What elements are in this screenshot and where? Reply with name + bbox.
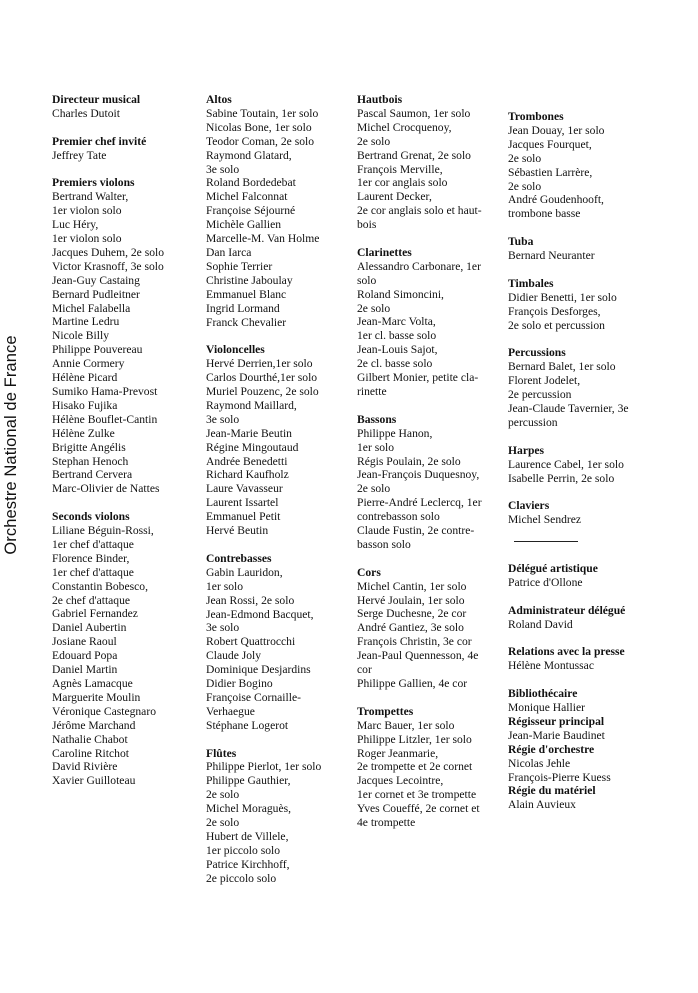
section-heading: Percussions — [508, 346, 566, 360]
staff-line: Bertrand Cervera — [52, 468, 133, 482]
staff-line: Constantin Bobesco, — [52, 579, 148, 593]
staff-line: Hisako Fujika — [52, 398, 118, 412]
staff-line: Serge Duchesne, 2e cor — [357, 607, 467, 621]
staff-line: Françoise Séjourné — [206, 204, 296, 218]
staff-section — [357, 93, 482, 232]
staff-line: Patrice d'Ollone — [508, 575, 583, 589]
staff-line: Hubert de Villele, — [206, 829, 289, 843]
staff-line: Raymond Maillard, — [206, 398, 297, 412]
staff-line: cor — [357, 663, 372, 677]
staff-line: 1er violon solo — [52, 204, 122, 218]
staff-column-1 — [52, 93, 164, 802]
section-heading: Cors — [357, 565, 381, 579]
section-heading: Délégué artistique — [508, 562, 598, 575]
staff-line: Bertrand Walter, — [52, 190, 129, 204]
staff-line: Sébastien Larrère, — [508, 165, 593, 179]
staff-section — [508, 562, 629, 590]
staff-line: Bernard Neuranter — [508, 249, 595, 263]
staff-section — [508, 645, 629, 673]
staff-line: Hélène Zulke — [52, 426, 115, 440]
staff-line: Emmanuel Blanc — [206, 287, 287, 301]
section-heading: Timbales — [508, 276, 554, 290]
staff-line: Nicole Billy — [52, 329, 109, 343]
staff-section — [508, 743, 629, 785]
staff-line: André Gantiez, 3e solo — [357, 621, 464, 635]
staff-line: 1er piccolo solo — [206, 843, 281, 857]
staff-line: 1er cor anglais solo — [357, 176, 448, 190]
staff-line: Philippe Gauthier, — [206, 774, 291, 788]
section-heading: Relations avec la presse — [508, 645, 625, 659]
staff-line: Claude Joly — [206, 649, 262, 663]
staff-line: Jean-Marc Volta, — [357, 315, 436, 329]
staff-line: 2e solo et percussion — [508, 318, 605, 332]
staff-line: 1er violon solo — [52, 232, 122, 246]
section-heading: Directeur musical — [52, 93, 141, 106]
staff-line: 2e piccolo solo — [206, 871, 277, 885]
staff-line: 2e solo — [206, 816, 240, 830]
staff-line: Daniel Aubertin — [52, 621, 127, 635]
staff-line: Isabelle Perrin, 2e solo — [508, 471, 615, 485]
staff-section — [508, 687, 629, 715]
staff-line: Roland David — [508, 617, 573, 631]
section-heading: Harpes — [508, 443, 545, 457]
staff-line: Jean-Claude Tavernier, 3e — [508, 401, 629, 415]
staff-line: Régine Mingoutaud — [206, 440, 299, 454]
section-heading: Régisseur principal — [508, 714, 605, 728]
staff-line: Charles Dutoit — [52, 106, 120, 120]
staff-line: 2e solo — [206, 788, 240, 802]
staff-line: 2e solo — [357, 482, 391, 496]
staff-line: 2e trompette et 2e cornet — [357, 760, 473, 774]
staff-line: Marguerite Moulin — [52, 690, 141, 704]
staff-line: 1er solo — [357, 440, 395, 454]
staff-line: Hélène Montussac — [508, 659, 594, 673]
staff-section — [508, 715, 629, 743]
section-heading: Trombones — [508, 110, 564, 123]
staff-line: Alain Auvieux — [508, 798, 576, 812]
staff-section — [206, 93, 321, 329]
staff-line: Sabine Toutain, 1er solo — [206, 106, 319, 120]
staff-line: Franck Chevalier — [206, 315, 287, 329]
staff-line: Laurent Issartel — [206, 496, 279, 510]
staff-line: Verhaegue — [206, 704, 255, 718]
staff-line: Jacques Fourquet, — [508, 137, 592, 151]
staff-line: Florence Binder, — [52, 551, 130, 565]
section-divider — [514, 541, 578, 542]
staff-line: Marc Bauer, 1er solo — [357, 718, 455, 732]
staff-section — [52, 93, 164, 121]
staff-line: 1er cornet et 3e trompette — [357, 788, 477, 802]
staff-line: Agnès Lamacque — [52, 677, 133, 691]
staff-line: Françoise Cornaille- — [206, 690, 301, 704]
staff-line: Laurence Cabel, 1er solo — [508, 457, 624, 471]
staff-line: Jean-François Duquesnoy, — [357, 468, 480, 482]
staff-line: Michel Moraguès, — [206, 802, 292, 816]
staff-section — [357, 413, 482, 552]
staff-line: Roger Jeanmarie, — [357, 746, 439, 760]
staff-line: Hélène Picard — [52, 371, 118, 385]
staff-line: David Rivière — [52, 760, 118, 774]
staff-section — [508, 604, 629, 632]
staff-line: Dan Iarca — [206, 245, 252, 259]
staff-line: Philippe Gallien, 4e cor — [357, 677, 468, 691]
staff-line: Michel Crocquenoy, — [357, 120, 452, 134]
staff-line: Philippe Litzler, 1er solo — [357, 732, 472, 746]
staff-line: Richard Kaufholz — [206, 468, 289, 482]
staff-line: Philippe Hanon, — [357, 426, 433, 440]
staff-section — [206, 747, 321, 886]
staff-line: Alessandro Carbonare, 1er — [357, 259, 481, 273]
staff-section — [52, 510, 164, 788]
staff-line: François Desforges, — [508, 304, 601, 318]
staff-line: Edouard Popa — [52, 649, 118, 663]
section-heading: Contrebasses — [206, 551, 272, 565]
staff-section — [206, 343, 321, 538]
staff-line: François Merville, — [357, 162, 443, 176]
staff-line: Stéphane Logerot — [206, 718, 289, 732]
staff-line: Robert Quattrocchi — [206, 635, 296, 649]
staff-line: 2e solo — [508, 151, 542, 165]
staff-line: Monique Hallier — [508, 701, 585, 715]
staff-line: Roland Bordedebat — [206, 176, 296, 190]
staff-line: Ingrid Lormand — [206, 301, 280, 315]
staff-line: Pascal Saumon, 1er solo — [357, 106, 471, 120]
staff-line: Marc-Olivier de Nattes — [52, 482, 160, 496]
staff-line: Jean Rossi, 2e solo — [206, 593, 295, 607]
staff-line: Jean-Marie Beutin — [206, 426, 292, 440]
staff-line: François-Pierre Kuess — [508, 770, 611, 784]
section-heading: Régie d'orchestre — [508, 742, 595, 756]
staff-line: Liliane Béguin-Rossi, — [52, 524, 154, 538]
staff-section — [508, 499, 629, 527]
staff-line: André Goudenhooft, — [508, 193, 604, 207]
staff-line: Nicolas Bone, 1er solo — [206, 120, 312, 134]
staff-line: Caroline Ritchot — [52, 746, 129, 760]
staff-line: Patrice Kirchhoff, — [206, 857, 290, 871]
staff-line: Martine Ledru — [52, 315, 120, 329]
staff-section — [357, 705, 482, 830]
staff-line: Hervé Beutin — [206, 524, 269, 538]
staff-column-3 — [357, 93, 482, 844]
staff-section — [508, 346, 629, 429]
staff-section — [508, 110, 629, 221]
staff-line: Didier Bogino — [206, 677, 273, 691]
staff-line: Florent Jodelet, — [508, 374, 581, 388]
staff-line: 3e solo — [206, 412, 240, 426]
staff-line: Jean-Marie Baudinet — [508, 728, 605, 742]
staff-line: Victor Krasnoff, 3e solo — [52, 259, 164, 273]
staff-line: Didier Benetti, 1er solo — [508, 290, 617, 304]
staff-line: Bernard Balet, 1er solo — [508, 360, 616, 374]
section-heading: Bibliothécaire — [508, 687, 578, 701]
staff-line: Nathalie Chabot — [52, 732, 128, 746]
staff-line: François Christin, 3e cor — [357, 635, 472, 649]
staff-line: Jean-Edmond Bacquet, — [206, 607, 314, 621]
staff-line: Michel Sendrez — [508, 513, 582, 527]
staff-line: Laurent Decker, — [357, 190, 432, 204]
staff-line: Carlos Dourthé,1er solo — [206, 371, 318, 385]
staff-line: 2e chef d'attaque — [52, 593, 131, 607]
staff-section — [52, 135, 164, 163]
staff-line: Jean-Guy Castaing — [52, 273, 140, 287]
staff-line: 3e solo — [206, 621, 240, 635]
staff-line: Daniel Martin — [52, 663, 118, 677]
staff-section — [206, 552, 321, 733]
staff-line: Luc Héry, — [52, 218, 99, 232]
staff-line: Michel Falconnat — [206, 190, 288, 204]
section-heading: Premiers violons — [52, 176, 135, 190]
staff-column-4 — [508, 110, 629, 812]
section-heading: Flûtes — [206, 746, 237, 760]
staff-line: Régis Poulain, 2e solo — [357, 454, 461, 468]
staff-line: Jacques Duhem, 2e solo — [52, 245, 165, 259]
staff-line: Claude Fustin, 2e contre- — [357, 524, 475, 538]
staff-line: Jérôme Marchand — [52, 718, 136, 732]
staff-line: Dominique Desjardins — [206, 663, 311, 677]
staff-line: Bertrand Grenat, 2e solo — [357, 148, 471, 162]
section-heading: Bassons — [357, 412, 397, 426]
staff-line: Michel Cantin, 1er solo — [357, 579, 467, 593]
staff-line: Teodor Coman, 2e solo — [206, 134, 315, 148]
section-heading: Tuba — [508, 235, 534, 249]
staff-line: 1er solo — [206, 579, 244, 593]
staff-line: 3e solo — [206, 162, 240, 176]
staff-section — [508, 235, 629, 263]
staff-line: 2e cl. basse solo — [357, 357, 433, 371]
staff-line: Jean-Paul Quennesson, 4e — [357, 649, 479, 663]
section-heading: Hautbois — [357, 93, 403, 106]
staff-section — [357, 566, 482, 691]
staff-line: percussion — [508, 415, 558, 429]
staff-line: Josiane Raoul — [52, 635, 117, 649]
staff-line: Philippe Pierlot, 1er solo — [206, 760, 322, 774]
staff-line: Bernard Pudleitner — [52, 287, 140, 301]
staff-line: Muriel Pouzenc, 2e solo — [206, 385, 319, 399]
staff-line: 2e solo — [508, 179, 542, 193]
staff-line: 1er chef d'attaque — [52, 565, 134, 579]
staff-line: Sumiko Hama-Prevost — [52, 385, 158, 398]
staff-line: Marcelle-M. Van Holme — [206, 232, 320, 246]
section-heading: Clarinettes — [357, 245, 412, 259]
staff-line: Emmanuel Petit — [206, 510, 281, 524]
section-heading: Administrateur délégué — [508, 603, 626, 617]
staff-line: trombone basse — [508, 207, 581, 221]
staff-line: Hervé Derrien,1er solo — [206, 357, 313, 371]
staff-line: Philippe Pouvereau — [52, 343, 143, 357]
staff-line: Gabin Lauridon, — [206, 565, 283, 579]
staff-line: Jacques Lecointre, — [357, 774, 444, 788]
staff-line: Laure Vavasseur — [206, 482, 283, 496]
staff-line: Jean Douay, 1er solo — [508, 123, 605, 137]
staff-line: Annie Cormery — [52, 357, 125, 371]
staff-line: Véronique Castegnaro — [52, 704, 156, 718]
staff-line: Gabriel Fernandez — [52, 607, 138, 621]
staff-section — [508, 277, 629, 333]
staff-line: Andrée Benedetti — [206, 454, 288, 468]
staff-line: 2e solo — [357, 301, 391, 315]
staff-section — [52, 176, 164, 496]
staff-line: 1er cl. basse solo — [357, 329, 437, 343]
staff-line: Hervé Joulain, 1er solo — [357, 593, 465, 607]
staff-line: 2e cor anglais solo et haut- — [357, 204, 482, 218]
staff-line: Nicolas Jehle — [508, 756, 571, 770]
staff-line: basson solo — [357, 537, 411, 551]
staff-line: Gilbert Monier, petite cla- — [357, 371, 479, 385]
section-heading: Violoncelles — [206, 343, 265, 357]
staff-line: 4e trompette — [357, 816, 416, 830]
staff-section — [508, 784, 629, 812]
staff-line: 2e solo — [357, 134, 391, 148]
staff-column-2 — [206, 93, 321, 900]
staff-line: Yves Coueffé, 2e cornet et — [357, 802, 480, 816]
section-heading: Altos — [206, 93, 232, 106]
staff-line: rinette — [357, 385, 387, 399]
staff-line: Christine Jaboulay — [206, 273, 293, 287]
section-heading: Trompettes — [357, 704, 414, 718]
staff-line: 1er chef d'attaque — [52, 537, 134, 551]
staff-line: bois — [357, 218, 377, 232]
section-heading: Régie du matériel — [508, 784, 596, 798]
staff-section — [508, 444, 629, 486]
staff-line: 2e percussion — [508, 388, 572, 402]
orchestra-side-title: Orchestre National de France — [2, 335, 20, 555]
staff-line: Brigitte Angélis — [52, 440, 126, 454]
staff-line: Stephan Henoch — [52, 454, 129, 468]
staff-line: contrebasson solo — [357, 510, 440, 524]
staff-line: Jeffrey Tate — [52, 148, 107, 162]
staff-line: Roland Simoncini, — [357, 287, 444, 301]
staff-line: Pierre-André Leclercq, 1er — [357, 496, 482, 510]
staff-line: Jean-Louis Sajot, — [357, 343, 438, 357]
staff-line: Hélène Bouflet-Cantin — [52, 412, 158, 426]
staff-line: solo — [357, 273, 377, 287]
staff-section — [357, 246, 482, 399]
section-heading: Premier chef invité — [52, 134, 147, 148]
staff-line: Michel Falabella — [52, 301, 131, 315]
staff-line: Sophie Terrier — [206, 259, 273, 273]
staff-line: Michèle Gallien — [206, 218, 282, 232]
section-heading: Seconds violons — [52, 510, 130, 524]
staff-line: Raymond Glatard, — [206, 148, 292, 162]
staff-line: Xavier Guilloteau — [52, 774, 136, 788]
section-heading: Claviers — [508, 499, 550, 513]
